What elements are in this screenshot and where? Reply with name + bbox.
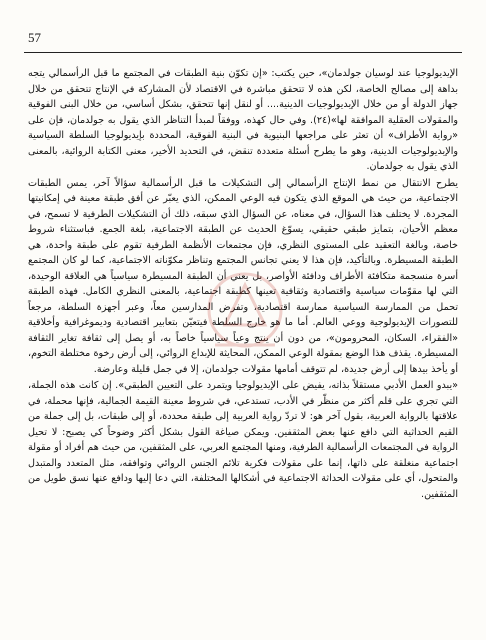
- body-text: [28, 66, 458, 502]
- page-number: 57: [28, 30, 41, 45]
- header-rule: [24, 52, 462, 53]
- paragraph-3: «يبدو العمل الأدبي مستقلاً بذاته، يفيض على الإيديولوجيا ويتمرد على التعيين الطبقي». إن كانت هذه الجملة، التي تجري على قلم أكثر من منظّر في الأدب، تستدعي، في شروط معينة القيمة الجمالية، فإنها محملة، في علاقتها بالرواية العربية، بقول آخر هو: لا تردّ رواية العربية إلى طبقة محددة، أو إلى طبقات، بل إلى جملة من القيم الحداثية التي دافع عنها بعض المثقفين. ويمكن صياغة القول بشكل أكثر وضوحاً كي يصبح: لا تحيل الرواية في المجتمعات الرأسمالية الطرفية، ومنها المجتمع العربي، على المثقفين، من حيث هم أفراد أو مقولة اجتماعية منغلقة على ذاتها، إنما على مقولات فكرية تلائم الجنس الروائي وتوافقه، مثل المتعدد والمتبدل والمتحول، أي على مقولات الحداثة الاجتماعية في أشكالها المختلفة، التي دعا إليها ودافع عنها نسق طويل من المثقفين.: [28, 380, 458, 500]
- paragraph-1: الإيديولوجيا عند لوسيان جولدمان»، حين يكتب: «إن تكوّن بنية الطبقات في المجتمع ما قبل الرأسمالي يتجه بداهة إلى مصالح الخاصة، لكن هذه لا تتحقق مباشرة في الاقتصاد لأن المشاركة في الإنتاج تتحقق من خلال جهاز الدولة أو من خلال الإيديولوجيات الدينية.... أو لنقل إنها تتحقق، بشكل أساسي، من خلال البنى الفوقية والمقولات العقلية الموافقة لها»(٢٤). وفي حال كهذه، ووفقاً لمبدأ التناظر الذي يقول به جولدمان، فإن على «رواية الأطراف» أن تعثر على مراجعها البنيوية في البنية الفوقية، المحددة بإيديولوجيا السلطة السياسية والإيديولوجيات الدينية، وهو ما يطرح أسئلة متعددة تنقض، في التحديد الأخير، معنى الكتابة الروائية، بالمعنى الذي يقول به جولدمان.: [28, 68, 458, 172]
- paragraph-2: يطرح الانتقال من نمط الإنتاج الرأسمالي إلى التشكيلات ما قبل الرأسمالية سؤالاً آخر، يمس الطبقات الاجتماعية، من حيث هي الموقع الذي يتكون فيه الوعي الممكن، الذي يعبّر عن أفق طبقة معينة في إمكانيتها المجردة. لا يختلف هذا السؤال، في معناه، عن السؤال الذي سبقه، ذلك أن التشكيلات الطرفية لا تسمح، في معظم الأحيان، بتمايز طبقي حقيقي، يسوّغ الحديث عن الطبقة الاجتماعية، بلغة الجمع. فباستثناء شروط خاصة، وبالغة التعقيد على المستوى النظري، فإن مجتمعات الأنظمة الطرفية تقوم على طبقة واحدة، هي الطبقة المسيطرة. وبالتأكيد، فإن هذا لا يعني تجانس المجتمع وتناظر مكوّناته الاجتماعية، كما لو كان المجتمع أسرة منسجمة متكافئة الأطراف ودافئة الأواصر، بل يعني أن الطبقة المسيطرة سياسياً هي العلاقة الوحيدة، التي لها مقوّمات سياسية واقتصادية وثقافية تعينها كطبقة اجتماعية، بالمعنى النظري الكامل. فهذه الطبقة تحمل من الممارسة السياسية ممارسة اقتصادية، وتفرض المدارسين معاً، وعبر أجهزة السلطة، مرجعاً للتصورات الإيديولوجية ووعي العالم. أما ما هو خارج السلطة فيتعيّن بتعابير اقتصادية وديموغرافية وأخلاقية «الفقراء، السكان، المحرومون»، من دون أن ينتج وعياً سياسياً خاصاً به، أو يصل إلى ثقافة تغاير الثقافة المسيطرة. يقذف هذا الوضع بمقولة الوعي الممكن، المحايثة للإبداع الروائي، إلى أرض رخوة مختلطة التخوم، أو يأخذ بيدها إلى أرض جديدة، لم تتوقف أمامها مقولات جولدمان، إلا في جمل قليلة وعارضة.: [28, 177, 458, 375]
